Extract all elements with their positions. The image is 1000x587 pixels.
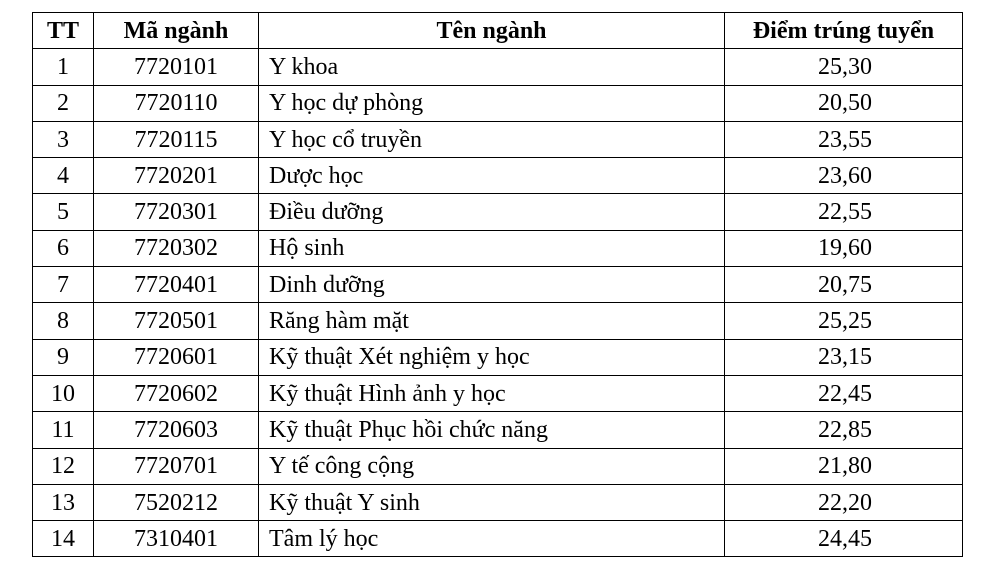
table-body xyxy=(33,49,963,557)
cell-tt: 8 xyxy=(33,303,94,339)
table-row xyxy=(33,194,963,230)
cell-tt: 4 xyxy=(33,158,94,194)
cell-admission-score: 25,30 xyxy=(725,49,963,85)
cell-major-name: Kỹ thuật Y sinh xyxy=(259,484,725,520)
cell-tt: 7 xyxy=(33,267,94,303)
cell-admission-score: 22,85 xyxy=(725,412,963,448)
cell-major-name: Y tế công cộng xyxy=(259,448,725,484)
cell-tt: 9 xyxy=(33,339,94,375)
cell-major-name: Y học cổ truyền xyxy=(259,121,725,157)
cell-tt: 2 xyxy=(33,85,94,121)
cell-major-name: Dược học xyxy=(259,158,725,194)
cell-major-name: Tâm lý học xyxy=(259,521,725,557)
table-row xyxy=(33,375,963,411)
cell-major-name: Kỹ thuật Xét nghiệm y học xyxy=(259,339,725,375)
table-row xyxy=(33,521,963,557)
cell-major-code: 7720401 xyxy=(94,267,259,303)
cell-admission-score: 24,45 xyxy=(725,521,963,557)
cell-admission-score: 22,20 xyxy=(725,484,963,520)
cell-admission-score: 19,60 xyxy=(725,230,963,266)
cell-major-code: 7310401 xyxy=(94,521,259,557)
admission-scores-table xyxy=(32,12,963,557)
cell-tt: 11 xyxy=(33,412,94,448)
cell-tt: 12 xyxy=(33,448,94,484)
table-row xyxy=(33,85,963,121)
table-row xyxy=(33,230,963,266)
cell-major-name: Dinh dưỡng xyxy=(259,267,725,303)
cell-major-name: Y học dự phòng xyxy=(259,85,725,121)
table-row xyxy=(33,49,963,85)
table-header-row xyxy=(33,13,963,49)
cell-major-code: 7720110 xyxy=(94,85,259,121)
cell-major-code: 7720701 xyxy=(94,448,259,484)
cell-major-code: 7720602 xyxy=(94,375,259,411)
cell-tt: 3 xyxy=(33,121,94,157)
header-major-name: Tên ngành xyxy=(259,13,725,49)
cell-admission-score: 25,25 xyxy=(725,303,963,339)
cell-major-name: Răng hàm mặt xyxy=(259,303,725,339)
cell-major-code: 7720501 xyxy=(94,303,259,339)
cell-major-name: Kỹ thuật Phục hồi chức năng xyxy=(259,412,725,448)
table-row xyxy=(33,484,963,520)
cell-admission-score: 23,60 xyxy=(725,158,963,194)
cell-major-code: 7720302 xyxy=(94,230,259,266)
cell-tt: 5 xyxy=(33,194,94,230)
table-row xyxy=(33,339,963,375)
cell-admission-score: 20,75 xyxy=(725,267,963,303)
cell-major-name: Điều dưỡng xyxy=(259,194,725,230)
cell-major-code: 7520212 xyxy=(94,484,259,520)
table-row xyxy=(33,158,963,194)
cell-admission-score: 22,55 xyxy=(725,194,963,230)
cell-tt: 6 xyxy=(33,230,94,266)
cell-major-code: 7720101 xyxy=(94,49,259,85)
table-row xyxy=(33,412,963,448)
cell-admission-score: 22,45 xyxy=(725,375,963,411)
cell-major-code: 7720603 xyxy=(94,412,259,448)
cell-admission-score: 21,80 xyxy=(725,448,963,484)
cell-admission-score: 20,50 xyxy=(725,85,963,121)
cell-tt: 14 xyxy=(33,521,94,557)
cell-tt: 10 xyxy=(33,375,94,411)
cell-major-name: Hộ sinh xyxy=(259,230,725,266)
table-row xyxy=(33,303,963,339)
header-tt: TT xyxy=(33,13,94,49)
cell-tt: 13 xyxy=(33,484,94,520)
cell-major-code: 7720301 xyxy=(94,194,259,230)
table-row xyxy=(33,121,963,157)
cell-major-name: Y khoa xyxy=(259,49,725,85)
cell-major-code: 7720601 xyxy=(94,339,259,375)
cell-admission-score: 23,55 xyxy=(725,121,963,157)
cell-major-code: 7720201 xyxy=(94,158,259,194)
table-row xyxy=(33,267,963,303)
cell-major-name: Kỹ thuật Hình ảnh y học xyxy=(259,375,725,411)
cell-tt: 1 xyxy=(33,49,94,85)
cell-major-code: 7720115 xyxy=(94,121,259,157)
header-admission-score: Điểm trúng tuyển xyxy=(725,13,963,49)
cell-admission-score: 23,15 xyxy=(725,339,963,375)
header-major-code: Mã ngành xyxy=(94,13,259,49)
table-row xyxy=(33,448,963,484)
